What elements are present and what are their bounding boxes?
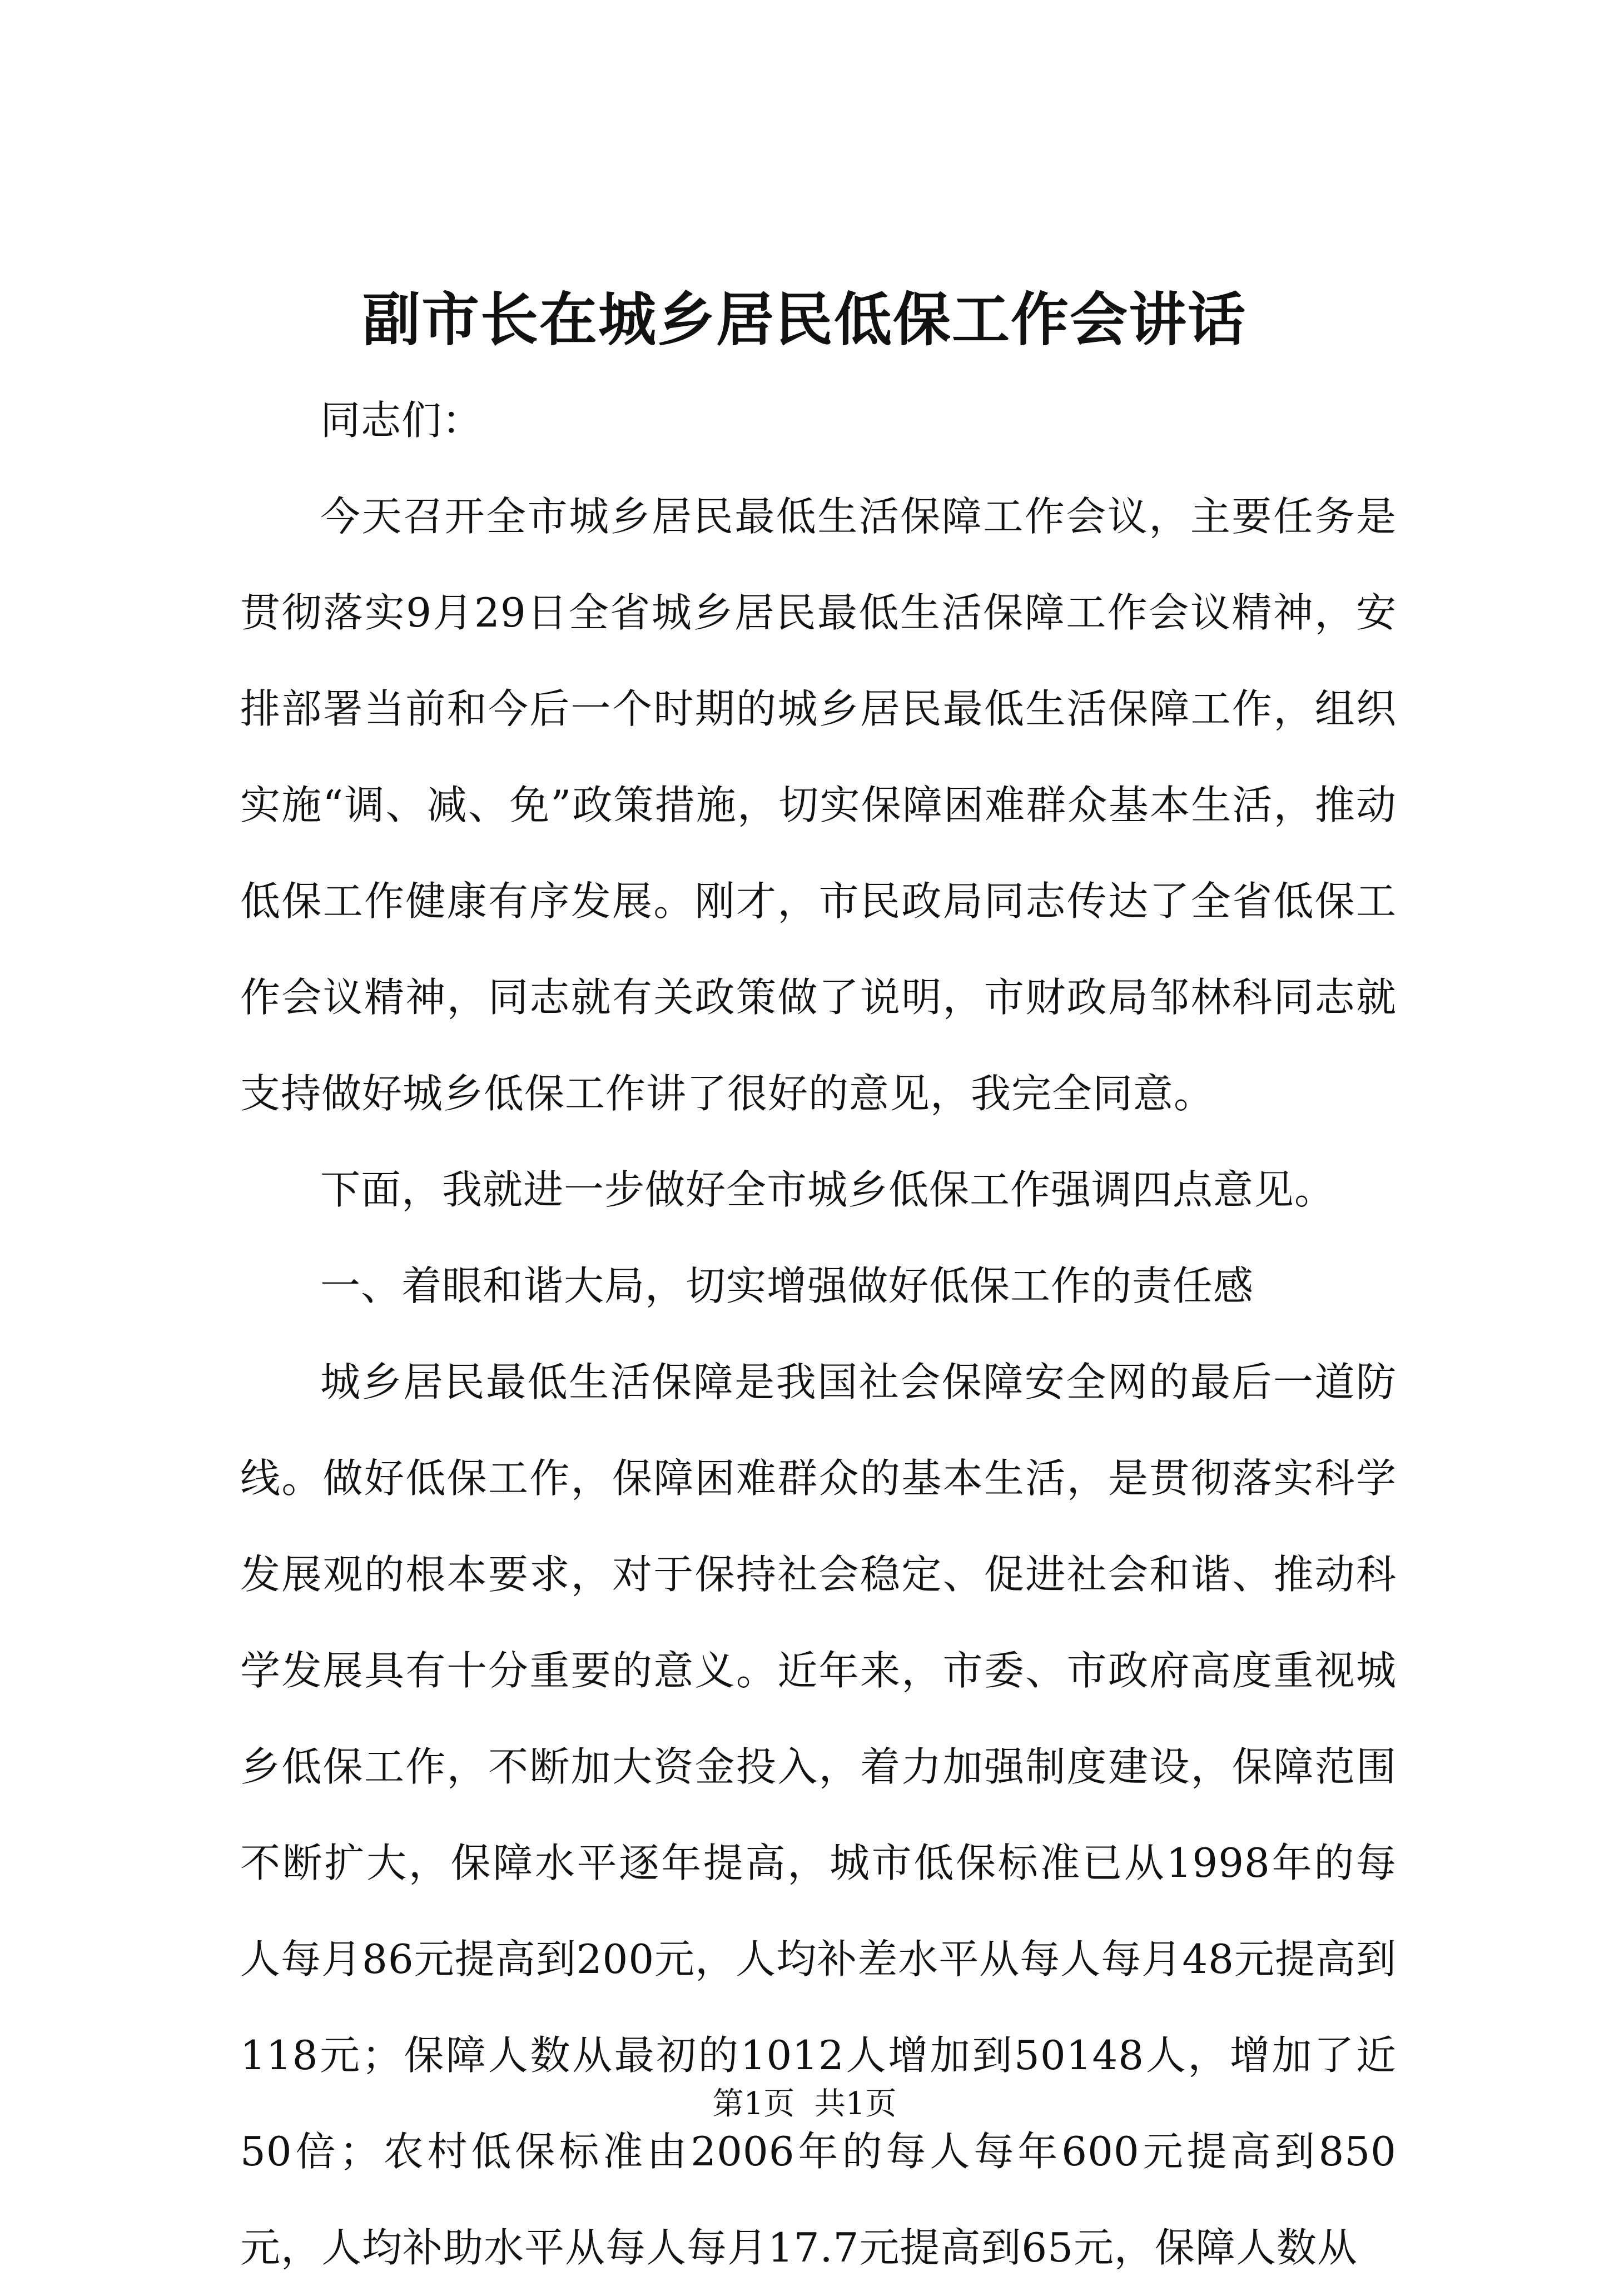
body-paragraph: 下面，我就进一步做好全市城乡低保工作强调四点意见。 <box>320 1166 1335 1213</box>
document-title: 副市长在城乡居民低保工作会讲话 <box>362 285 1247 354</box>
body-paragraph: 今天召开全市城乡居民最低生活保障工作会议，主要任务是贯彻落实9月29日全省城乡居民最低生活保障工作会议精神，安排部署当前和今后一个时期的城乡居民最低生活保障工作，组织实施“调、减、免”政策措施，切实保障困难群众基本生活，推动低保工作健康有序发展。刚才，市民政局同志传达了全省低保工作会议精神，同志就有关政策做了说明，市财政局邹林科同志就支持做好城乡低保工作讲了很好的意见，我完全同意。 <box>240 493 1397 1117</box>
document-body <box>240 372 1397 2296</box>
section-heading: 一、着眼和谐大局，切实增强做好低保工作的责任感 <box>320 1263 1254 1309</box>
salutation-paragraph: 同志们： <box>320 397 483 444</box>
body-paragraph: 城乡居民最低生活保障是我国社会保障安全网的最后一道防线。做好低保工作，保障困难群众的基本生活，是贯彻落实科学发展观的根本要求，对于保持社会稳定、促进社会和谐、推动科学发展具有十分重要的意义。近年来，市委、市政府高度重视城乡低保工作，不断加大资金投入，着力加强制度建设，保障范围不断扩大，保障水平逐年提高，城市低保标准已从1998年的每人每月86元提高到200元，人均补差水平从每人每月48元提高到118元；保障人数从最初的1012人增加到50148人，增加了近50倍；农村低保标准由2006年的每人每年600元提高到850元，人均补助水平从每人每月17.7元提高到65元，保障人数从 <box>240 1359 1397 2271</box>
page-number-footer: 第1页 共1页 <box>712 2086 897 2122</box>
